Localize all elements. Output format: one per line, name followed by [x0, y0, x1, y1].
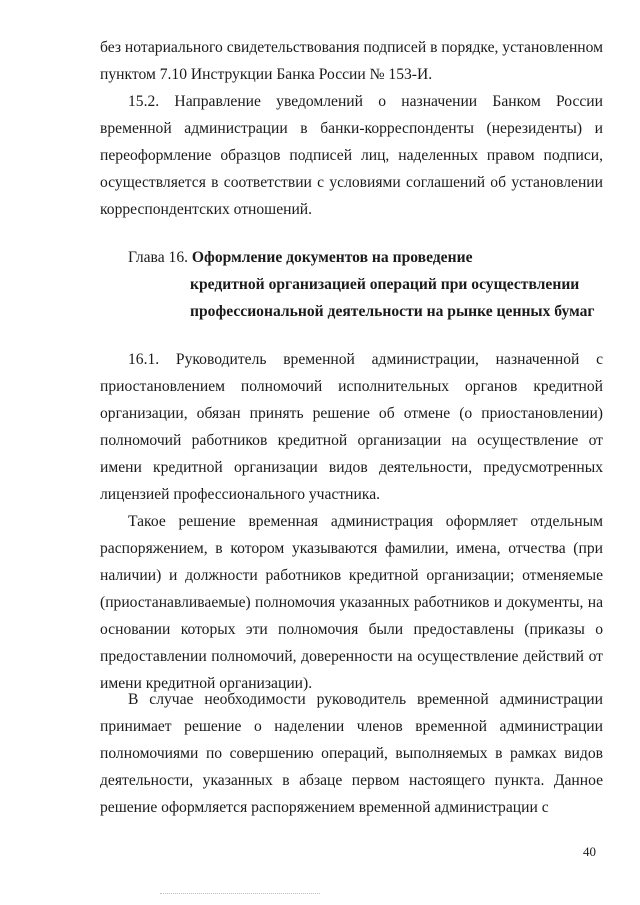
chapter-heading-line-2: [128, 271, 598, 298]
page-number: 40: [583, 844, 596, 859]
paragraph-15-2: 15.2. Направление уведомлений о назначении Банком России временной администрации в банки-корреспонденты (нерезиденты) и переоформление образцов подписей лиц, наделенных правом подписи, осуществляется в соответствии с условиями соглашений об установлении корреспондентских отношений.: [100, 93, 603, 218]
paragraph-16-1: 16.1. Руководитель временной администрации, назначенной с приостановлением полномочий исполнительных органов кредитной организации, обязан принять решение об отмене (о приостановлении) полномочий работников кредитной организации на осуществление от имени кредитной организации видов деятельности, предусмотренных лицензией профессионального участника.: [100, 351, 603, 503]
paragraph-decision: Такое решение временная администрация оформляет отдельным распоряжением, в котором указываются фамилии, имена, отчества (при наличии) и должности работников кредитной организации; отменяемые (приостанавливаемые) полномочия указанных работников и документы, на основании которых эти полномочия были предоставлены (приказы о предоставлении полномочий, доверенности на осуществление действий от имени кредитной организации).: [100, 513, 603, 692]
chapter-heading-line-3: [128, 298, 598, 325]
paragraph-continuation: без нотариального свидетельствования подписей в порядке, установленном пунктом 7.10 Инструкции Банка России № 153-И.: [100, 39, 603, 83]
paragraph-necessity: В случае необходимости руководитель временной администрации принимает решение о наделении членов временной администрации полномочиями по совершению операций, выполняемых в рамках видов деятельности, указанных в абзаце первом настоящего пункта. Данное решение оформляется распоряжением временной администрации с: [100, 691, 603, 816]
chapter-number: Глава 16.: [128, 249, 189, 266]
chapter-title-line-3: профессиональной деятельности на рынке ценных бумаг: [190, 303, 595, 320]
chapter-title-line-1: Оформление документов на проведение: [191, 249, 473, 266]
scan-artifact: [160, 893, 320, 897]
chapter-heading: [128, 244, 598, 325]
chapter-heading-line-1: [128, 244, 598, 271]
chapter-title-line-2: кредитной организацией операций при осуществлении: [190, 276, 580, 293]
